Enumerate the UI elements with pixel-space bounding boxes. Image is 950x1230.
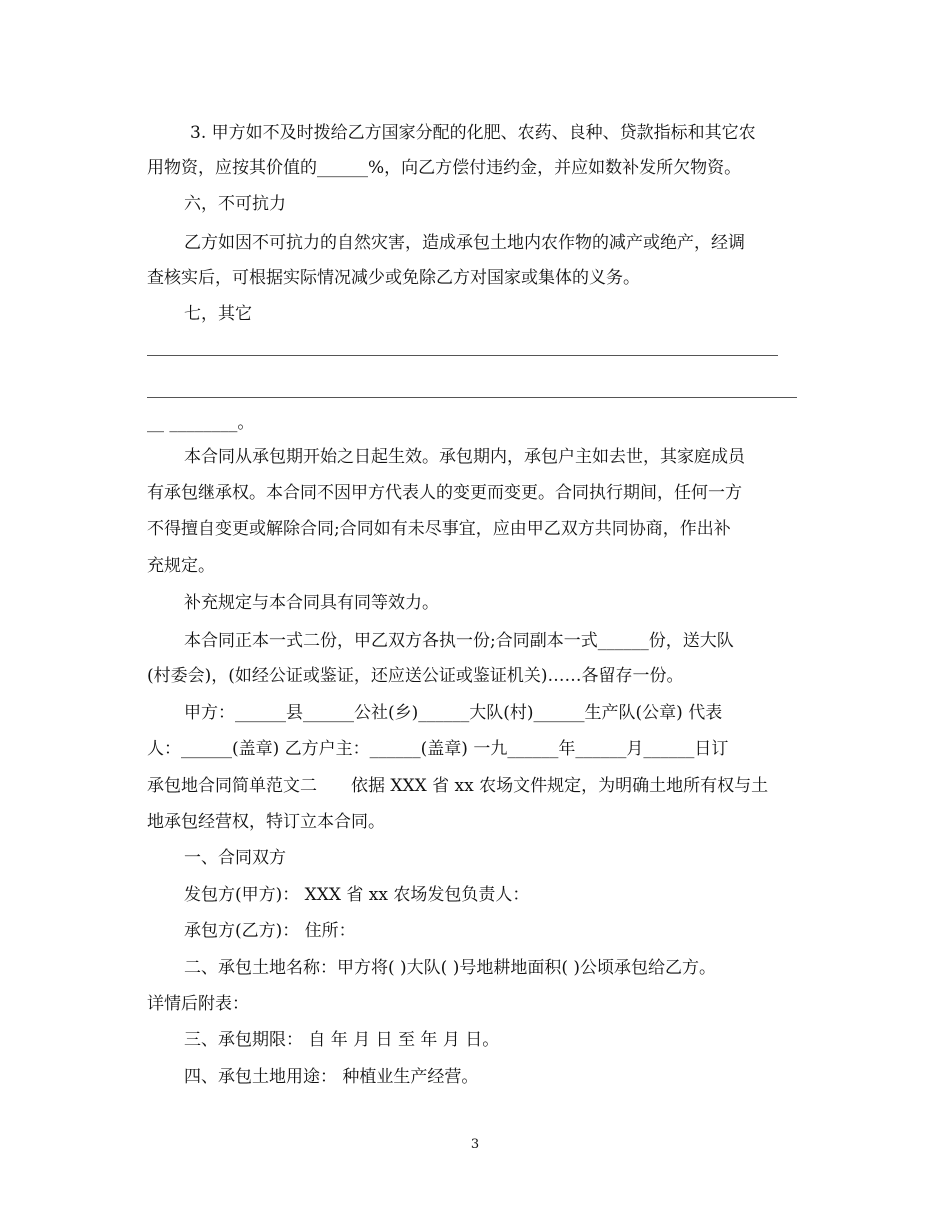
paragraph-line: 地承包经营权，特订立本合同。 <box>147 812 385 832</box>
paragraph-line: 查核实后，可根据实际情况减少或免除乙方对国家或集体的义务。 <box>147 268 640 288</box>
paragraph-line: 四、承包土地用途： 种植业生产经营。 <box>184 1067 479 1087</box>
paragraph-line: 二、承包土地名称：甲方将( )大队( )号地耕地面积( )公顷承包给乙方。 <box>184 958 717 978</box>
paragraph-line: 发包方(甲方)： XXX 省 xx 农场发包负责人： <box>184 885 530 905</box>
paragraph-line: 本合同正本一式二份，甲乙双方各执一份;合同副本一式______份，送大队 <box>184 631 734 651</box>
blank-fill-line <box>147 397 797 398</box>
paragraph-line: 本合同从承包期开始之日起生效。承包期内，承包户主如去世，其家庭成员 <box>184 447 745 467</box>
page-number: 3 <box>470 1137 480 1152</box>
section-heading: 六，不可抗力 <box>184 194 286 214</box>
section-heading: 一、合同双方 <box>184 848 286 868</box>
paragraph-line: 3. 甲方如不及时拨给乙方国家分配的化肥、农药、良种、贷款指标和其它农 <box>190 123 756 143</box>
paragraph-line: 甲方：______县______公社(乡)______大队(村)______生产队(公章) 代表 <box>184 703 723 723</box>
paragraph-line: 补充规定与本合同具有同等效力。 <box>184 593 439 613</box>
paragraph-line: 用物资，应按其价值的______%，向乙方偿付违约金，并应如数补发所欠物资。 <box>147 158 742 178</box>
paragraph-line: 不得擅自变更或解除合同;合同如有未尽事宜，应由甲乙双方共同协商，作出补 <box>147 519 731 539</box>
paragraph-line: 三、承包期限： 自 年 月 日 至 年 月 日。 <box>184 1030 500 1050</box>
paragraph-line: 乙方如因不可抗力的自然灾害，造成承包土地内农作物的减产或绝产，经调 <box>184 233 745 253</box>
paragraph-line: 承包地合同简单范文二 依据 XXX 省 xx 农场文件规定，为明确土地所有权与土 <box>147 776 769 796</box>
paragraph-line: 有承包继承权。本合同不因甲方代表人的变更而变更。合同执行期间，任何一方 <box>147 483 742 503</box>
section-heading: 七，其它 <box>184 304 252 324</box>
paragraph-line: 承包方(乙方)： 住所： <box>184 921 356 941</box>
paragraph-line: 人：______(盖章) 乙方户主：______(盖章) 一九______年______月______日订 <box>147 739 729 759</box>
paragraph-line: 详情后附表： <box>147 994 249 1014</box>
blank-fill-line <box>147 355 778 356</box>
paragraph-line: 充规定。 <box>147 556 215 576</box>
paragraph-line: (村委会)，(如经公证或鉴证，还应送公证或鉴证机关)……各留存一份。 <box>147 666 684 686</box>
paragraph-line: __ ________。 <box>147 413 255 433</box>
